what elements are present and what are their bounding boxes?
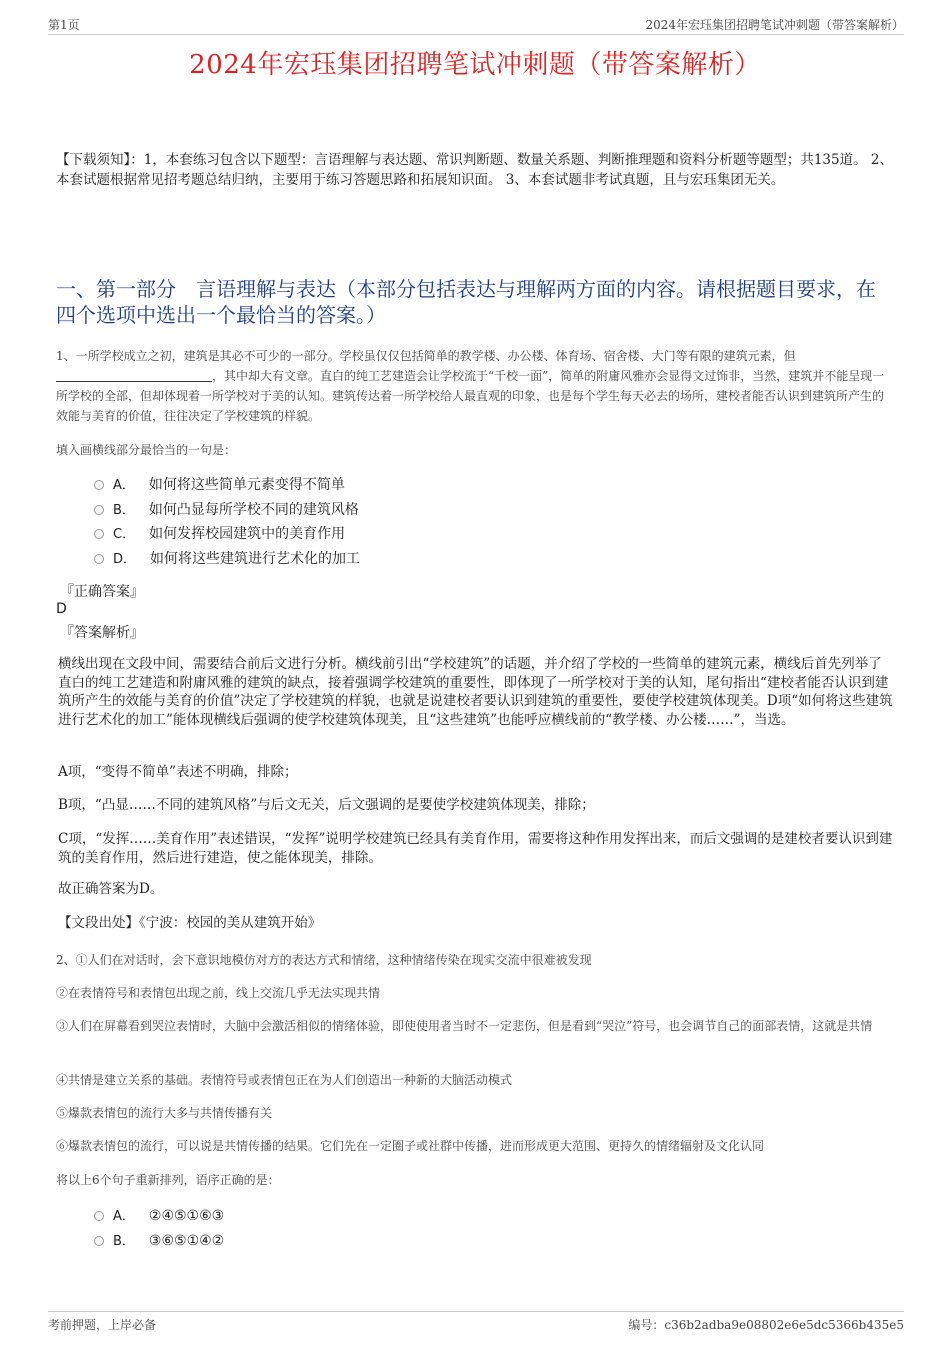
analysis-paragraph-3: B项，“凸显……不同的建筑风格”与后文无关，后文强调的是要使学校建筑体现美，排除； — [58, 797, 595, 813]
option-letter: D． — [113, 552, 137, 568]
question-2-line-6: ⑥爆款表情包的流行，可以说是共情传播的结果。它们先在一定圈子或社群中传播，进而形成更大范围、更持久的情绪辐射及文化认同 — [56, 1139, 765, 1153]
footer-slogan: 考前押题，上岸必备 — [48, 1318, 157, 1332]
option-text: 如何将这些建筑进行艺术化的加工 — [150, 551, 361, 568]
question-2-line-1: 2、①人们在对话时，会下意识地模仿对方的表达方式和情绪，这种情绪传染在现实交流中很难被发现 — [56, 953, 592, 967]
analysis-paragraph-4: C项，“发挥……美育作用”表述错误，“发挥”说明学校建筑已经具有美育作用，需要将这种作用发挥出来，而后文强调的是建校者要认识到建筑的美育作用，然后进行建造，使之能体现美，排除。 — [58, 831, 893, 866]
analysis-paragraph-5: 故正确答案为D。 — [58, 881, 164, 897]
download-notice: 【下载须知】：1，本套练习包含以下题型：言语理解与表达题、常识判断题、数量关系题、判断推理题和资料分析题等题型；共135道。 2、本套试题根据常见招考题总结归纳，主要用于练习答题思路和拓展知识面。 3、本套试题非考试真题，且与宏珏集团无关。 — [56, 152, 893, 188]
question-2-line-4: ④共情是建立关系的基础。表情符号或表情包正在为人们创造出一种新的大脑活动模式 — [56, 1073, 513, 1087]
option-text: ②④⑤①⑥③ — [148, 1208, 225, 1224]
page-footer — [48, 1311, 904, 1334]
option-letter: A． — [113, 1209, 135, 1224]
radio-icon[interactable] — [94, 480, 104, 490]
option-c[interactable] — [94, 522, 360, 547]
question-2-line-5: ⑤爆款表情包的流行大多与共情传播有关 — [56, 1106, 273, 1120]
header-doc-title: 2024年宏珏集团招聘笔试冲刺题（带答案解析） — [645, 18, 904, 32]
analysis-paragraph-2: A项，“变得不简单”表述不明确，排除； — [58, 764, 298, 780]
option-d[interactable] — [94, 547, 360, 572]
correct-answer-value: D — [56, 601, 67, 617]
option-letter: B． — [113, 502, 135, 518]
option-text: 如何发挥校园建筑中的美育作用 — [149, 526, 346, 543]
option-b[interactable] — [94, 498, 360, 523]
question-2-line-2: ②在表情符号和表情包出现之前，线上交流几乎无法实现共情 — [56, 986, 381, 1000]
document-title: 2024年宏珏集团招聘笔试冲刺题（带答案解析） — [189, 50, 761, 80]
footer-document-id: 编号：c36b2adba9e08802e6e5dc5366b435e5 — [628, 1318, 904, 1332]
option-letter: C． — [113, 527, 136, 543]
option-text: 如何凸显每所学校不同的建筑风格 — [148, 501, 359, 518]
option-text: 如何将这些简单元素变得不简单 — [148, 477, 345, 493]
question-1-text-after: ，其中却大有文章。直白的纯工艺建造会让学校流于“千校一面”，简单的附庸风雅亦会显得文过饰非，当然，建筑并不能呈现一所学校的全部，但却体现着一所学校对于美的认知。建筑传达着一所学校给人最直观的印象，也是每个学生每天必去的场所，建校者能否认识到建筑所产生的效能与美育的价值，往往决定了学校建筑的样貌。 — [56, 369, 885, 423]
correct-answer-label: 『正确答案』 — [60, 584, 144, 600]
question-2-options — [94, 1204, 224, 1253]
radio-icon[interactable] — [94, 1236, 104, 1246]
radio-icon[interactable] — [94, 505, 104, 515]
source-citation: 【文段出处】《宁波：校园的美从建筑开始》 — [58, 915, 322, 931]
fill-in-blank — [56, 367, 212, 382]
analysis-paragraph-1: 横线出现在文段中间，需要结合前后文进行分析。横线前引出“学校建筑”的话题，并介绍了学校的一些简单的建筑元素，横线后首先列举了直白的纯工艺建造和附庸风雅的建筑的缺点，接着强调学校建筑的重要性，即体现了一所学校对于美的认知，尾句指出“建校者能否认识到建筑所产生的效能与美育的价值”决定了学校建筑的样貌，也就是说建校者要认识到建筑的重要性，要使学校建筑体现美。D项“如何将这些建筑进行艺术化的加工”能体现横线后强调的使学校建筑体现美，且“这些建筑”也能呼应横线前的“教学楼、办公楼……”，当选。 — [58, 656, 893, 728]
analysis-label: 『答案解析』 — [60, 625, 144, 641]
question-1-prompt: 填入画横线部分最恰当的一句是： — [56, 443, 237, 457]
option-letter: A． — [113, 478, 135, 493]
radio-icon[interactable] — [94, 554, 104, 564]
question-1-text-before: 1、一所学校成立之初，建筑是其必不可少的一部分。学校虽仅仅包括简单的教学楼、办公楼、体育场、宿舍楼、大门等有限的建筑元素，但 — [56, 349, 796, 363]
question-2-prompt: 将以上6个句子重新排列，语序正确的是： — [56, 1173, 280, 1187]
option-a[interactable] — [94, 473, 360, 498]
section-heading: 一、第一部分 言语理解与表达（本部分包括表达与理解两方面的内容。请根据题目要求，在四个选项中选出一个最恰当的答案。） — [56, 277, 876, 327]
option-b[interactable] — [94, 1229, 224, 1254]
question-1-text — [56, 346, 894, 426]
page-number: 第1页 — [48, 18, 80, 32]
question-2-line-3: ③人们在屏幕看到哭泣表情时，大脑中会激活相似的情绪体验，即使使用者当时不一定悲伤，但是看到“哭泣”符号，也会调节自己的面部表情，这就是共情 — [56, 1019, 873, 1033]
option-a[interactable] — [94, 1204, 224, 1229]
page-header — [48, 14, 904, 35]
question-1-options — [94, 473, 360, 572]
radio-icon[interactable] — [94, 529, 104, 539]
radio-icon[interactable] — [94, 1211, 104, 1221]
option-letter: B． — [113, 1233, 135, 1249]
option-text: ③⑥⑤①④② — [148, 1232, 225, 1249]
